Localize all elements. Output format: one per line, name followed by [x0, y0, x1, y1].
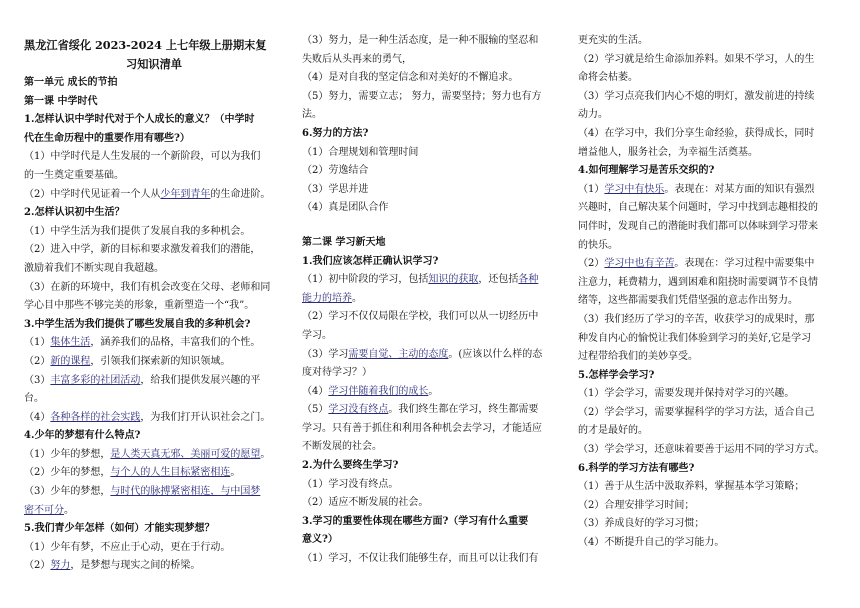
answer-line [24, 409, 284, 428]
underlined-text: 新的课程 [50, 355, 91, 367]
underlined-text: 各种各样的社会实践 [50, 411, 141, 423]
underlined-text: 少年到青年 [160, 188, 211, 200]
underlined-text: 集体生活 [50, 337, 91, 349]
spacer [302, 218, 564, 234]
answer-line: 更充实的生活。 [578, 35, 648, 46]
lesson-heading: 第一课 中学时代 [24, 95, 98, 107]
underlined-text: 与时代的脉搏紧密相连，与中国梦 [110, 486, 261, 498]
answer-line: 失败后从头再来的勇气， [302, 53, 412, 65]
answer-line: 命将会枯萎。 [578, 72, 638, 84]
text: （2） [24, 355, 51, 367]
text: ，为我们打开认识社会之门。 [140, 411, 271, 423]
answer-line [24, 557, 284, 576]
text: ，涵养我们的品格，丰富我们的个性。 [90, 337, 261, 349]
lesson-heading: 第二课 学习新天地 [302, 236, 386, 248]
column-3 [578, 32, 840, 553]
column-1 [24, 36, 284, 576]
question-heading: 1.怎样认识中学时代对于个人成长的意义？（中学时 [24, 114, 255, 126]
answer-line: 种发自内心的愉悦让我们体验到学习的美好,它是学习 [578, 332, 812, 344]
answer-line: 增益他人，服务社会，为幸福生活奠基。 [578, 146, 758, 158]
underlined-text: 密不可分 [24, 504, 64, 516]
question-heading: 3.学习的重要性体现在哪些方面?（学习有什么重要 [302, 515, 529, 527]
answer-line: （1）中学生活为我们提供了发展自我的多种机会。 [24, 225, 251, 237]
text: 的生命进阶。 [210, 188, 271, 200]
answer-line: （1）合理规划和管理时间 [302, 146, 419, 158]
answer-line: 过程带给我们的美妙享受。 [578, 351, 698, 363]
answer-line: 学习。 [302, 329, 332, 341]
answer-line: （1）学习，不仅让我们能够生存，而且可以让我们有 [302, 553, 539, 565]
answer-line: （3）在新的环境中，我们有机会改变在父母、老师和同 [24, 281, 271, 293]
answer-line [24, 353, 284, 372]
answer-line: （2）合理安排学习时间； [578, 499, 695, 511]
question-heading: 5.怎样学会学习? [578, 369, 655, 381]
text: 。(应该以什么样的态 [448, 348, 543, 360]
answer-line [302, 401, 564, 420]
answer-line: （4）在学习中，我们分享生命经验，获得成长，同时 [578, 127, 815, 139]
text: 。 [260, 448, 271, 460]
text: ，是梦想与现实之间的桥梁。 [70, 560, 201, 572]
answer-line: 同伴时，发现自己的潜能时我们都可以体味到学习带来 [578, 220, 818, 232]
underlined-text: 学习伴随着我们的成长 [328, 385, 429, 397]
text: （1） [24, 337, 51, 349]
underlined-text: 学习中也有辛苦 [604, 258, 675, 270]
answer-line: （3）学思并进 [302, 183, 369, 195]
question-heading: 5.我们青少年怎样（如何）才能实现梦想？ [24, 523, 215, 535]
answer-line: （1）学习没有终点。 [302, 478, 399, 490]
text: 。我们终生都在学习，终生都需要 [388, 404, 539, 416]
text: （2） [578, 258, 605, 270]
answer-line [24, 446, 284, 465]
answer-line: （4）不断提升自己的学习能力。 [578, 537, 725, 549]
answer-line: （3）养成良好的学习习惯； [578, 518, 705, 530]
text: ，引领我们探索新的知识领域。 [90, 355, 231, 367]
text: 。表现在：学习过程中需要集中 [674, 258, 815, 270]
text: 。 [428, 385, 439, 397]
text: （2）少年的梦想， [24, 467, 111, 479]
text: （1）少年的梦想， [24, 448, 111, 460]
question-heading: 1.我们应该怎样正确认识学习? [302, 255, 439, 267]
answer-line [24, 464, 284, 483]
question-heading: 6.科学的学习方法有哪些? [578, 462, 695, 474]
answer-line: （3）学会学习，还意味着要善于运用不同的学习方式。 [578, 444, 825, 456]
column-2 [302, 32, 564, 569]
answer-line: （1）学会学习，需要发现并保持对学习的兴趣。 [578, 388, 795, 400]
answer-line [24, 372, 284, 391]
text: （3）学习 [302, 348, 349, 360]
doc-title-line-2: 习知识清单 [126, 57, 182, 71]
answer-line: 兴趣时，自己解决某个问题时，学习中找到志趣相投的 [578, 202, 818, 214]
underlined-text: 努力 [50, 560, 71, 572]
answer-line: 台。 [24, 393, 44, 405]
answer-line: 的快乐。 [578, 239, 618, 251]
question-heading: 2.怎样认识初中生活？ [24, 207, 125, 219]
answer-line: 不断发展的社会。 [302, 441, 382, 453]
text: （2）中学时代见证着一个人从 [24, 188, 161, 200]
answer-line [578, 181, 840, 200]
answer-line [302, 346, 564, 365]
answer-line: 绪等，这些都需要我们凭借坚强的意志作出努力。 [578, 295, 798, 307]
text: （1）初中阶段的学习，包括 [302, 274, 429, 286]
answer-line: （2）学会学习，需要掌握科学的学习方法，适合自己 [578, 406, 815, 418]
answer-line: （1）善于从生活中汲取养料，掌握基本学习策略； [578, 481, 805, 493]
underlined-text: 各种 [518, 274, 539, 286]
question-heading: 3.中学生活为我们提供了哪些发展自我的多种机会? [24, 318, 251, 330]
answer-line [24, 334, 284, 353]
answer-line: 激励着我们不断实现自我超越。 [24, 262, 164, 274]
text: （4） [24, 411, 51, 423]
answer-line: （2）适应不断发展的社会。 [302, 497, 429, 509]
underlined-text: 是人类天真无邪、美丽可爱的愿望 [110, 448, 261, 460]
answer-line: （5）努力，需要立志； 努力，需要坚持；努力也有方 [302, 90, 542, 102]
answer-line: （1）少年有梦，不应止于心动，更在于行动。 [24, 541, 231, 553]
answer-line [24, 186, 284, 205]
answer-line [24, 483, 284, 502]
question-heading: 意义?） [302, 534, 338, 546]
answer-line [302, 271, 564, 290]
answer-line: 的才是最好的。 [578, 425, 648, 437]
answer-line [24, 502, 284, 521]
text: 。 [352, 292, 362, 304]
answer-line [578, 255, 840, 274]
text: 。 [64, 504, 74, 516]
unit-heading: 第一单元 成长的节拍 [24, 77, 118, 88]
answer-line: （4）真是团队合作 [302, 202, 389, 214]
answer-line: 学心目中那些不够完美的形象，重新塑造一个“我”。 [24, 300, 255, 312]
text: 。表现在：对某方面的知识有强烈 [664, 183, 815, 195]
answer-line: 的一生奠定重要基础。 [24, 169, 124, 181]
answer-line: （3）学习点亮我们内心不熄的明灯，激发前进的持续 [578, 90, 815, 102]
text: （3） [24, 374, 51, 386]
underlined-text: 学习中有快乐 [604, 183, 665, 195]
answer-line: （2）学习不仅仅局限在学校，我们可以从一切经历中 [302, 311, 539, 323]
text: ，给我们提供发展兴趣的平 [140, 374, 261, 386]
answer-line: （3）我们经历了学习的辛苦，收获学习的成果时，那 [578, 313, 815, 325]
answer-line: 学习。只有善于抓住和利用各种机会去学习，才能适应 [302, 422, 542, 434]
text: 。 [230, 467, 241, 479]
answer-line: 动力。 [578, 109, 608, 121]
question-heading: 2.为什么要终生学习? [302, 460, 399, 472]
answer-line: （2）进入中学，新的目标和要求激发着我们的潜能， [24, 244, 261, 256]
question-heading: 代在生命历程中的重要作用有哪些?） [24, 132, 190, 144]
answer-line: 注意力，耗费精力，遇到困难和阻挠时需要调节不良情 [578, 276, 818, 288]
question-heading: 6.努力的方法? [302, 127, 369, 139]
underlined-text: 能力的培养 [302, 292, 352, 304]
text: （2） [24, 560, 51, 572]
underlined-text: 丰富多彩的社团活动 [50, 374, 141, 386]
answer-line: （3）努力，是一种生活态度，是一种不服输的坚忍和 [302, 35, 539, 46]
underlined-text: 需要自觉、主动的态度 [348, 348, 449, 360]
underlined-text: 与个人的人生目标紧密相连 [110, 467, 231, 479]
answer-line: （4）是对自我的坚定信念和对美好的不懈追求。 [302, 72, 519, 84]
answer-line [302, 290, 564, 309]
text: （1） [578, 183, 605, 195]
text: ，还包括 [478, 274, 519, 286]
question-heading: 4.如何理解学习是苦乐交织的? [578, 165, 715, 177]
underlined-text: 学习没有终点 [328, 404, 389, 416]
answer-line: （2）劳逸结合 [302, 165, 369, 177]
text: （4） [302, 385, 329, 397]
doc-title-line-1: 黑龙江省绥化 2023-2024 上七年级上册期末复 [24, 38, 267, 52]
answer-line: 度对待学习？） [302, 367, 372, 379]
question-heading: 4.少年的梦想有什么特点? [24, 430, 141, 442]
underlined-text: 知识的获取 [428, 274, 479, 286]
text: （5） [302, 404, 329, 416]
answer-line [302, 383, 564, 402]
answer-line: （2）学习就是给生命添加养料。如果不学习，人的生 [578, 53, 815, 65]
answer-line: 法。 [302, 109, 322, 121]
answer-line: （1）中学时代是人生发展的一个新阶段，可以为我们 [24, 151, 261, 163]
text: （3）少年的梦想， [24, 486, 111, 498]
